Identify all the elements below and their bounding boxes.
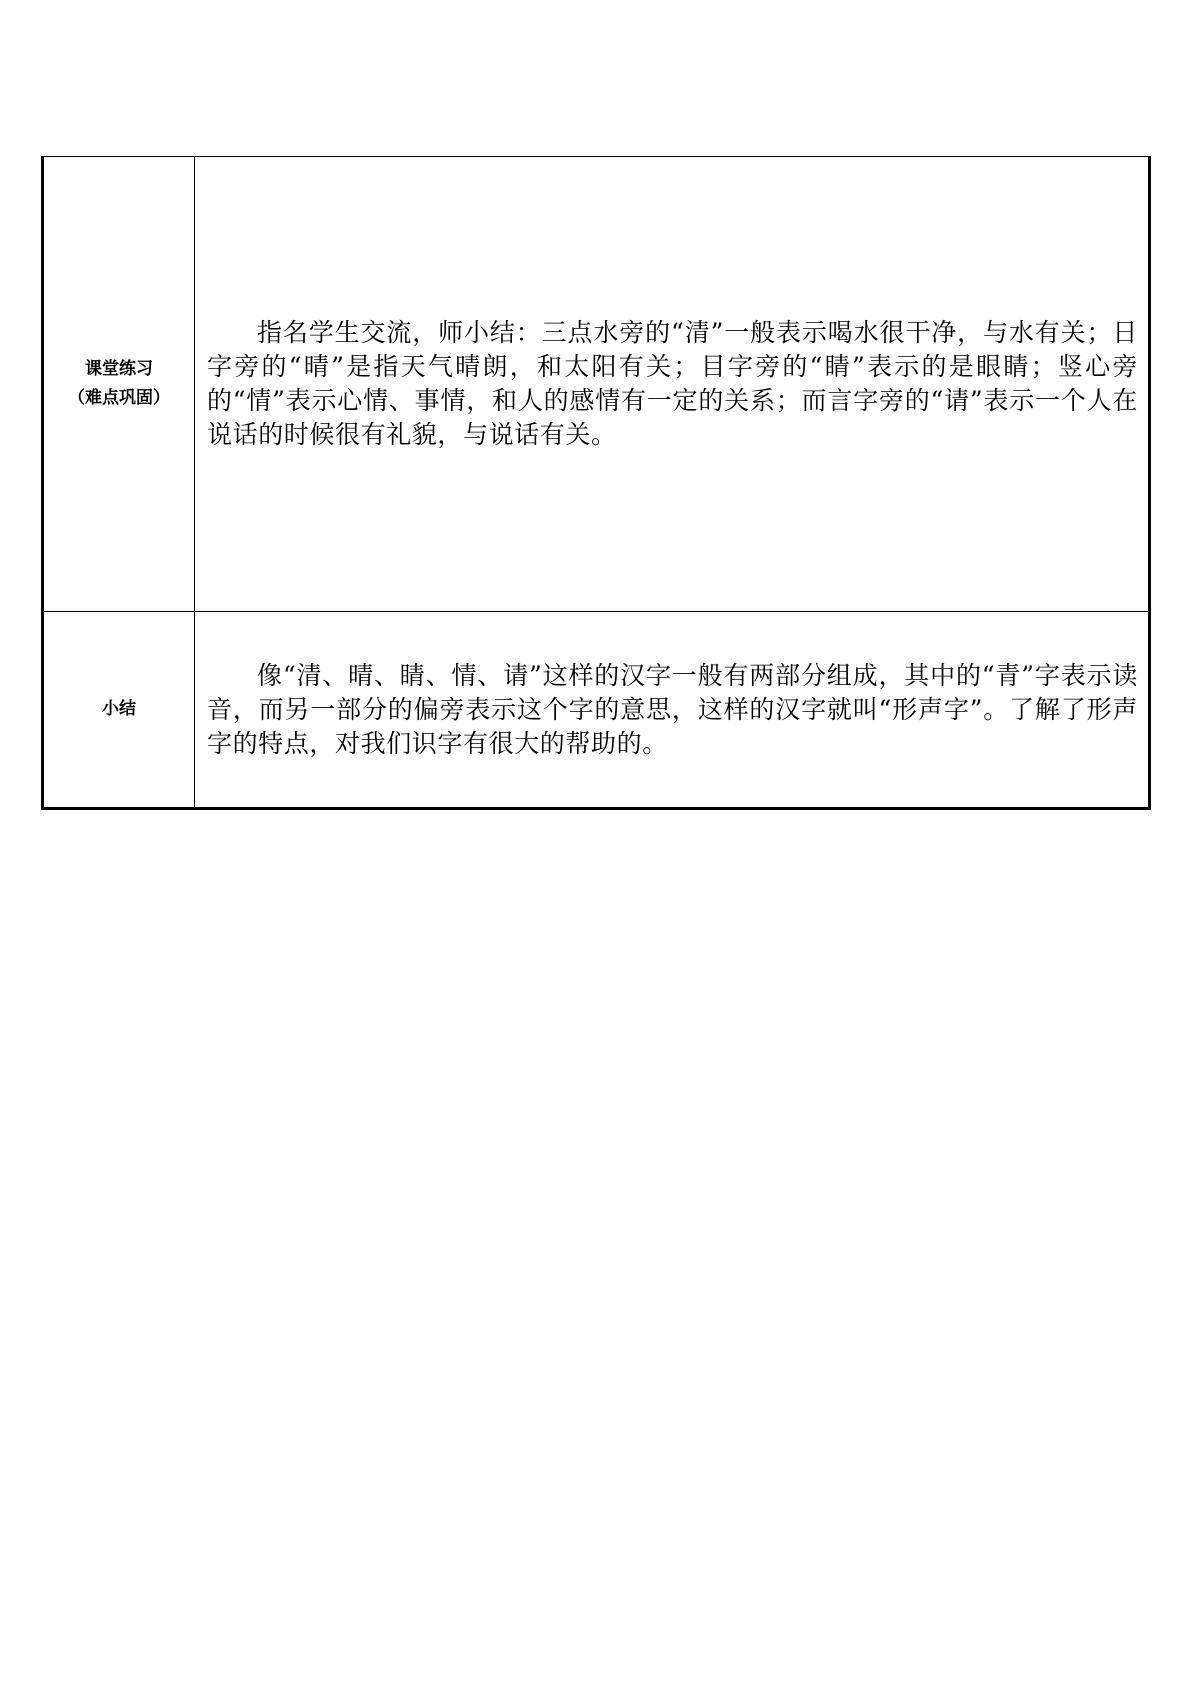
table-row-summary — [43, 612, 1150, 809]
row-content-cell — [195, 157, 1150, 612]
row-content-cell — [195, 612, 1150, 809]
row-label-subtitle: （难点巩固） — [68, 388, 170, 408]
lesson-plan-table — [41, 156, 1151, 810]
row-label-cell — [43, 612, 195, 809]
table-row-classroom-practice — [43, 157, 1150, 612]
row-label-title: 小结 — [102, 699, 136, 719]
row-content-text: 像“清、晴、睛、情、请”这样的汉字一般有两部分组成，其中的“青”字表示读音，而另一部分的偏旁表示这个字的意思，这样的汉字就叫“形声字”。了解了形声字的特点，对我们识字有很大的帮助的。 — [207, 660, 1138, 758]
row-label-cell — [43, 157, 195, 612]
row-content-text: 指名学生交流，师小结：三点水旁的“清”一般表示喝水很干净，与水有关；日字旁的“晴”是指天气晴朗，和太阳有关；目字旁的“睛”表示的是眼睛；竖心旁的“情”表示心情、事情，和人的感情有一定的关系；而言字旁的“请”表示一个人在说话的时候很有礼貌，与说话有关。 — [207, 318, 1138, 449]
row-label-title: 课堂练习 — [85, 359, 153, 379]
